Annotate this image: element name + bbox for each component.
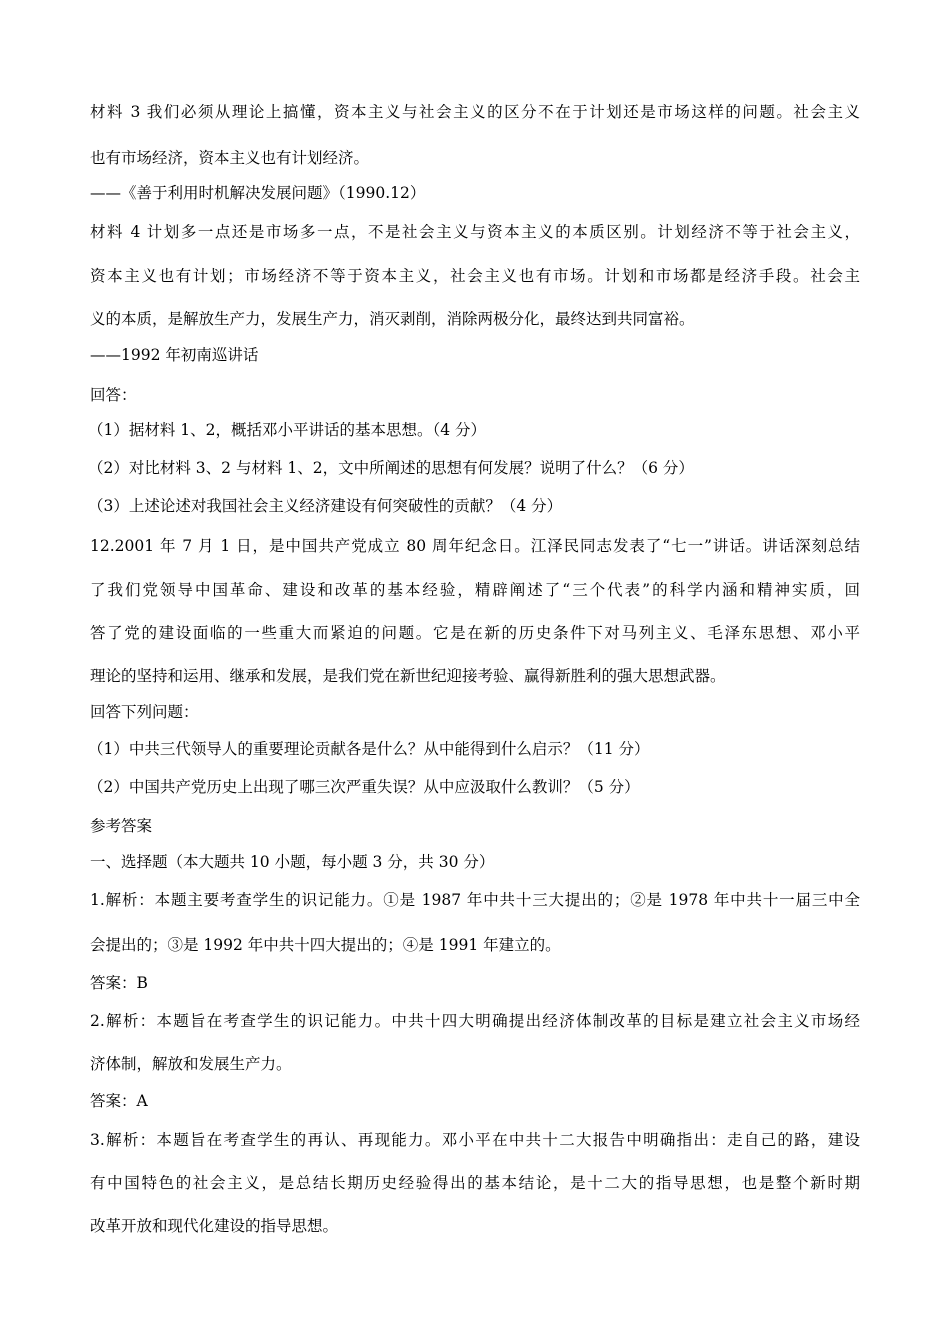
material-4-line-2: 资本主义也有计划；市场经济不等于资本主义，社会主义也有市场。计划和市场都是经济手段。社会主 <box>90 267 860 285</box>
question-12-line-4: 理论的坚持和运用、继承和发展，是我们党在新世纪迎接考验、赢得新胜利的强大思想武器。 <box>90 667 726 685</box>
answer-2-key: 答案：A <box>90 1092 148 1110</box>
material-4-source: ——1992 年初南巡讲话 <box>90 346 259 364</box>
question-12-1: （1）中共三代领导人的重要理论贡献各是什么？从中能得到什么启示？（11 分） <box>88 740 650 758</box>
answer-heading: 回答： <box>90 386 137 404</box>
question-11-2: （2）对比材料 3、2 与材料 1、2，文中所阐述的思想有何发展？说明了什么？（6 分） <box>88 459 694 477</box>
material-4-line-3: 义的本质，是解放生产力，发展生产力，消灭剥削，消除两极分化，最终达到共同富裕。 <box>90 310 695 328</box>
question-11-1: （1）据材料 1、2，概括邓小平讲话的基本思想。（4 分） <box>88 421 487 439</box>
question-12-2: （2）中国共产党历史上出现了哪三次严重失误？从中应汲取什么教训？（5 分） <box>88 778 640 796</box>
answer-3-analysis-line-1: 3.解析：本题旨在考查学生的再认、再现能力。邓小平在中共十二大报告中明确指出：走自己的路，建设 <box>90 1131 860 1149</box>
answer-2-analysis-line-2: 济体制，解放和发展生产力。 <box>90 1055 292 1073</box>
material-3-source: ——《善于利用时机解决发展问题》（1990.12） <box>90 184 426 202</box>
question-12-line-1: 12.2001 年 7 月 1 日，是中国共产党成立 80 周年纪念日。江泽民同志发表了“七一”讲话。讲话深刻总结 <box>90 537 860 555</box>
question-12-line-2: 了我们党领导中国革命、建设和改革的基本经验，精辟阐述了“三个代表”的科学内涵和精神实质，回 <box>90 581 860 599</box>
answer-3-analysis-line-2: 有中国特色的社会主义，是总结长期历史经验得出的基本结论，是十二大的指导思想，也是整个新时期 <box>90 1174 860 1192</box>
material-3-line-2: 也有市场经济，资本主义也有计划经济。 <box>90 149 370 167</box>
section-one-heading: 一、选择题（本大题共 10 小题，每小题 3 分，共 30 分） <box>90 853 495 871</box>
question-12-line-3: 答了党的建设面临的一些重大而紧迫的问题。它是在新的历史条件下对马列主义、毛泽东思想、邓小平 <box>90 624 860 642</box>
answer-1-key: 答案：B <box>90 974 148 992</box>
answer-3-analysis-line-3: 改革开放和现代化建设的指导思想。 <box>90 1217 339 1235</box>
material-3-line-1: 材料 3 我们必须从理论上搞懂，资本主义与社会主义的区分不在于计划还是市场这样的问题。社会主义 <box>90 103 860 121</box>
question-11-3: （3）上述论述对我国社会主义经济建设有何突破性的贡献？（4 分） <box>88 497 563 515</box>
question-12-prompt: 回答下列问题： <box>90 703 199 721</box>
answer-2-analysis-line-1: 2.解析：本题旨在考查学生的识记能力。中共十四大明确提出经济体制改革的目标是建立社会主义市场经 <box>90 1012 860 1030</box>
material-4-line-1: 材料 4 计划多一点还是市场多一点，不是社会主义与资本主义的本质区别。计划经济不等于社会主义， <box>90 223 860 241</box>
answer-1-analysis-line-2: 会提出的；③是 1992 年中共十四大提出的；④是 1991 年建立的。 <box>90 936 561 954</box>
reference-answer-heading: 参考答案 <box>90 817 153 835</box>
answer-1-analysis-line-1: 1.解析：本题主要考查学生的识记能力。①是 1987 年中共十三大提出的；②是 1978 年中共十一届三中全 <box>90 891 860 909</box>
